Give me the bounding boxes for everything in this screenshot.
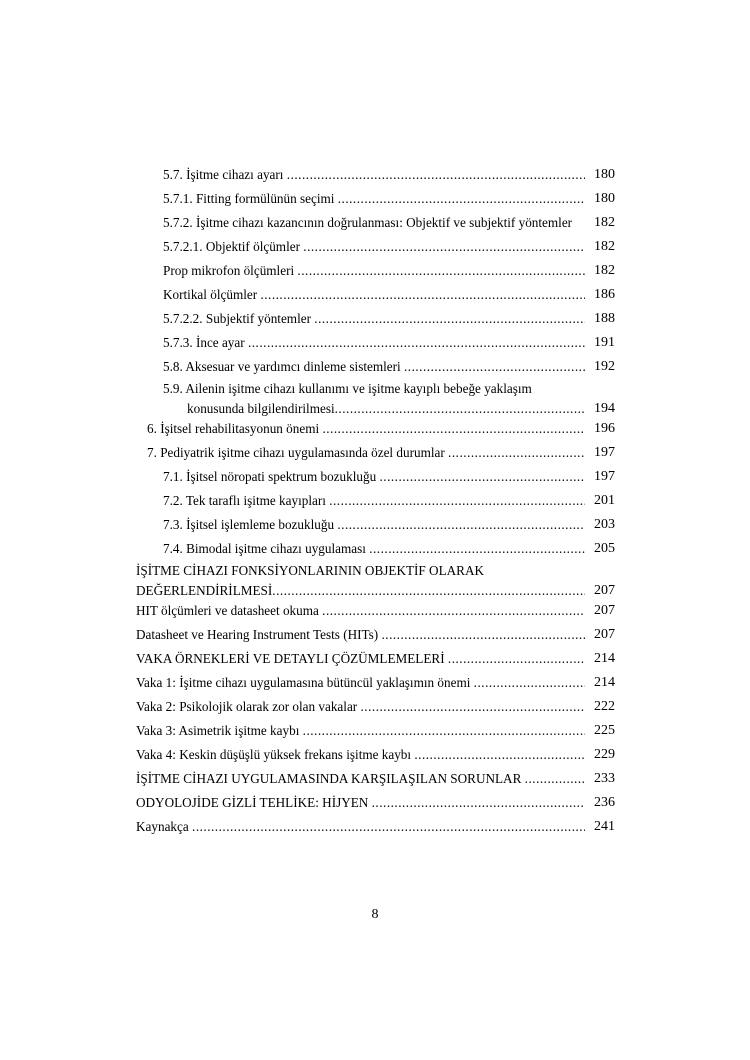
toc-page-number: 225 <box>594 723 615 738</box>
toc-entry-label: 7. Pediyatrik işitme cihazı uygulamasında özel durumlar <box>147 445 445 460</box>
dot-leader <box>303 238 585 255</box>
toc-page-number: 207 <box>594 627 615 642</box>
toc-entry-label: Vaka 2: Psikolojik olarak zor olan vakalar <box>136 699 358 714</box>
toc-page-number: 207 <box>594 583 615 598</box>
toc-page-number: 180 <box>594 191 615 206</box>
toc-page-number: 197 <box>594 469 615 484</box>
toc-page-number: 192 <box>594 359 615 374</box>
dot-leader <box>448 650 585 667</box>
dot-leader <box>314 310 585 327</box>
dot-leader <box>448 444 585 461</box>
toc-page-number: 182 <box>594 239 615 254</box>
toc-page-number: 203 <box>594 517 615 532</box>
toc-entry-label: Vaka 4: Keskin düşüşlü yüksek frekans işitme kaybı <box>136 747 412 762</box>
dot-leader <box>474 674 585 691</box>
toc-entry-label: 5.7.2.1. Objektif ölçümler <box>163 239 300 254</box>
toc-entry-label-continued: konusunda bilgilendirilmesi <box>187 401 335 416</box>
toc-entry-label: HIT ölçümleri ve datasheet okuma <box>136 603 319 618</box>
dot-leader <box>372 794 585 811</box>
toc-page-number: 214 <box>594 675 615 690</box>
toc-entry-label: Kortikal ölçümler <box>163 287 258 302</box>
toc-entry-label: 7.1. İşitsel nöropati spektrum bozukluğu <box>163 469 377 484</box>
toc-entry-label: İŞİTME CİHAZI FONKSİYONLARININ OBJEKTİF OLARAK <box>136 563 484 578</box>
toc-entry-label: 5.7. İşitme cihazı ayarı <box>163 167 284 182</box>
page-number: 8 <box>371 907 379 922</box>
toc-page-number: 236 <box>594 795 615 810</box>
toc-entry-label: 5.7.2.2. Subjektif yöntemler <box>163 311 311 326</box>
toc-page-number: 191 <box>594 335 615 350</box>
toc-page-number: 229 <box>594 747 615 762</box>
dot-leader <box>338 190 585 207</box>
toc-entry-label: Prop mikrofon ölçümleri <box>163 263 295 278</box>
toc-entry-label-continued: DEĞERLENDİRİLMESİ <box>136 583 273 598</box>
dot-leader <box>303 722 585 739</box>
toc-page-number: 207 <box>594 603 615 618</box>
toc-entry-label: İŞİTME CİHAZI UYGULAMASINDA KARŞILAŞILAN SORUNLAR <box>136 771 522 786</box>
dot-leader <box>381 626 585 643</box>
dot-leader <box>369 540 585 557</box>
dot-leader <box>192 818 585 835</box>
dot-leader <box>404 358 585 375</box>
toc-entry-label: 6. İşitsel rehabilitasyonun önemi <box>147 421 320 436</box>
toc-page-number: 188 <box>594 311 615 326</box>
toc-entry-label: 5.8. Aksesuar ve yardımcı dinleme sistemleri <box>163 359 401 374</box>
toc-entry-label: ODYOLOJİDE GİZLİ TEHLİKE: HİJYEN <box>136 795 369 810</box>
dot-leader <box>297 262 585 279</box>
dot-leader <box>361 698 586 715</box>
toc-entry-label: 5.9. Ailenin işitme cihazı kullanımı ve işitme kayıplı bebeğe yaklaşım <box>163 381 532 396</box>
toc-entry-label: Kaynakça <box>136 819 189 834</box>
toc-entry-label: 7.3. İşitsel işlemleme bozukluğu <box>163 517 335 532</box>
toc-page-number: 186 <box>594 287 615 302</box>
dot-leader <box>272 582 585 599</box>
toc-page-number: 182 <box>594 263 615 278</box>
toc-page-number: 180 <box>594 167 615 182</box>
toc-entry-label: 7.2. Tek taraflı işitme kayıpları <box>163 493 326 508</box>
dot-leader <box>414 746 585 763</box>
toc-page-number: 222 <box>594 699 615 714</box>
dot-leader <box>248 334 585 351</box>
toc-page-number: 233 <box>594 771 615 786</box>
toc-entry-label: 7.4. Bimodal işitme cihazı uygulaması <box>163 541 366 556</box>
toc-entry-label: 5.7.2. İşitme cihazı kazancının doğrulanması: Objektif ve subjektif yöntemler <box>163 215 573 230</box>
toc-page-number: 205 <box>594 541 615 556</box>
toc-entry-label: Datasheet ve Hearing Instrument Tests (HITs) <box>136 627 379 642</box>
dot-leader <box>322 602 585 619</box>
dot-leader <box>337 516 585 533</box>
dot-leader <box>525 770 585 787</box>
toc-page-number: 241 <box>594 819 615 834</box>
toc-entry-label: Vaka 3: Asimetrik işitme kaybı <box>136 723 300 738</box>
dot-leader <box>260 286 585 303</box>
toc-entry-label: 5.7.3. İnce ayar <box>163 335 245 350</box>
dot-leader <box>322 420 585 437</box>
dot-leader <box>379 468 585 485</box>
toc-entry-label: VAKA ÖRNEKLERİ VE DETAYLI ÇÖZÜMLEMELERİ <box>136 651 445 666</box>
dot-leader <box>329 492 585 509</box>
toc-page-number: 196 <box>594 421 615 436</box>
toc-page-number: 182 <box>594 215 615 230</box>
toc-page-number: 214 <box>594 651 615 666</box>
dot-leader <box>335 400 585 417</box>
toc-page-number: 201 <box>594 493 615 508</box>
toc-page-number: 197 <box>594 445 615 460</box>
toc-entry-label: 5.7.1. Fitting formülünün seçimi <box>163 191 335 206</box>
toc-entry-label: Vaka 1: İşitme cihazı uygulamasına bütüncül yaklaşımın önemi <box>136 675 471 690</box>
dot-leader <box>287 166 585 183</box>
toc-page-number: 194 <box>594 401 615 416</box>
